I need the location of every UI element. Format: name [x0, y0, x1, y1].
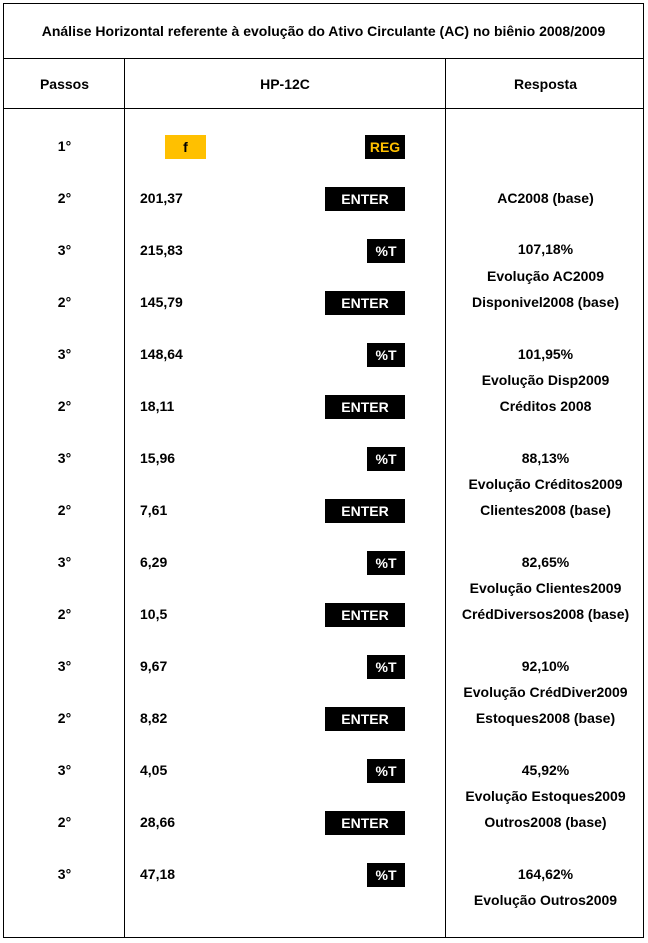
- step-number: 3°: [57, 450, 72, 466]
- header-divider: [4, 108, 643, 109]
- response-text: 92,10%: [521, 658, 570, 674]
- input-value: 215,83: [140, 242, 183, 258]
- input-value: 28,66: [140, 814, 176, 830]
- enter-key: ENTER: [325, 187, 405, 211]
- reg-key: REG: [365, 135, 405, 159]
- step-number: 2°: [57, 398, 72, 414]
- step-number: 2°: [57, 606, 72, 622]
- step-number: 3°: [57, 866, 72, 882]
- response-text: 164,62%: [517, 866, 574, 882]
- percent-total-key: %T: [367, 343, 405, 367]
- input-value: 15,96: [140, 450, 176, 466]
- percent-total-key: %T: [367, 239, 405, 263]
- percent-total-key: %T: [367, 759, 405, 783]
- percent-total-key: %T: [367, 447, 405, 471]
- percent-total-key: %T: [367, 551, 405, 575]
- response-text: Evolução CrédDiver2009: [463, 684, 628, 700]
- step-number: 2°: [57, 190, 72, 206]
- step-number: 2°: [57, 710, 72, 726]
- response-text: Evolução Clientes2009: [469, 580, 622, 596]
- table-title: Análise Horizontal referente à evolução do Ativo Circulante (AC) no biênio 2008/2009: [4, 4, 643, 59]
- response-text: 101,95%: [517, 346, 574, 362]
- response-text: 107,18%: [517, 241, 574, 257]
- response-text: Outros2008 (base): [484, 814, 607, 830]
- percent-total-key: %T: [367, 655, 405, 679]
- enter-key: ENTER: [325, 291, 405, 315]
- input-value: 148,64: [140, 346, 183, 362]
- enter-key: ENTER: [325, 603, 405, 627]
- header-resposta: Resposta: [513, 75, 578, 92]
- step-number: 3°: [57, 554, 72, 570]
- step-number: 3°: [57, 346, 72, 362]
- response-text: Evolução Disp2009: [481, 372, 610, 388]
- percent-total-key: %T: [367, 863, 405, 887]
- response-text: Estoques2008 (base): [475, 710, 616, 726]
- response-text: 88,13%: [521, 450, 570, 466]
- step-number: 3°: [57, 762, 72, 778]
- input-value: 7,61: [140, 502, 168, 518]
- response-text: 82,65%: [521, 554, 570, 570]
- analysis-table: [3, 3, 644, 938]
- response-text: Clientes2008 (base): [480, 502, 611, 518]
- step-number: 1°: [57, 138, 72, 154]
- f-key: f: [165, 135, 206, 159]
- response-text: Evolução Estoques2009: [465, 788, 626, 804]
- input-value: 4,05: [140, 762, 168, 778]
- step-number: 3°: [57, 242, 72, 258]
- input-value: 201,37: [140, 190, 183, 206]
- step-number: 2°: [57, 294, 72, 310]
- enter-key: ENTER: [325, 395, 405, 419]
- enter-key: ENTER: [325, 811, 405, 835]
- input-value: 47,18: [140, 866, 176, 882]
- header-hp12c: HP-12C: [260, 75, 310, 92]
- response-text: Créditos 2008: [499, 398, 592, 414]
- response-text: Disponivel2008 (base): [471, 294, 620, 310]
- input-value: 8,82: [140, 710, 168, 726]
- input-value: 9,67: [140, 658, 168, 674]
- enter-key: ENTER: [325, 707, 405, 731]
- step-number: 2°: [57, 502, 72, 518]
- header-passos: Passos: [39, 75, 90, 92]
- response-text: 45,92%: [521, 762, 570, 778]
- response-text: CrédDiversos2008 (base): [461, 606, 630, 622]
- input-value: 18,11: [140, 398, 175, 414]
- step-number: 2°: [57, 814, 72, 830]
- step-number: 3°: [57, 658, 72, 674]
- input-value: 145,79: [140, 294, 183, 310]
- enter-key: ENTER: [325, 499, 405, 523]
- input-value: 6,29: [140, 554, 168, 570]
- input-value: 10,5: [140, 606, 168, 622]
- response-text: Evolução AC2009: [487, 268, 604, 284]
- response-text: AC2008 (base): [497, 190, 594, 206]
- response-text: Evolução Outros2009: [473, 892, 618, 908]
- response-text: Evolução Créditos2009: [468, 476, 623, 492]
